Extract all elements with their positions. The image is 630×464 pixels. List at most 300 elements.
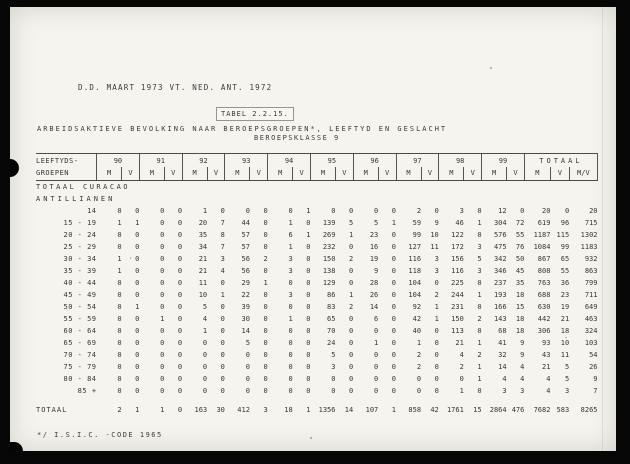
cell: 5 bbox=[564, 363, 570, 371]
cell: 0 bbox=[416, 375, 422, 383]
cell: 1 bbox=[477, 375, 482, 383]
cell: 0 bbox=[374, 327, 379, 335]
cell: 0 bbox=[349, 363, 354, 371]
cell: 1356 bbox=[318, 406, 336, 414]
cell: 92 bbox=[412, 303, 422, 311]
row-label: 15 - 19 bbox=[63, 219, 97, 227]
cell: 5 bbox=[331, 351, 336, 359]
cell: 10 bbox=[430, 231, 439, 239]
cell: 2 bbox=[349, 255, 354, 263]
col-subheader-v: V bbox=[164, 167, 182, 181]
document-header: D.D. MAART 1973 VT. NED. ANT. 1972 bbox=[78, 83, 273, 92]
cell: 0 bbox=[349, 315, 354, 323]
cell: 150 bbox=[322, 255, 336, 263]
cell: 0 bbox=[117, 279, 122, 287]
footnote: */ I.S.I.C. -CODE 1965 bbox=[37, 431, 163, 439]
cell: 18 bbox=[560, 327, 570, 335]
cell: 19 bbox=[369, 255, 379, 263]
cell: 0 bbox=[202, 375, 208, 383]
cell: 9 bbox=[520, 351, 525, 359]
table-row bbox=[36, 301, 598, 313]
cell: 0 bbox=[263, 231, 268, 239]
cell: 0 bbox=[220, 363, 225, 371]
cell: 0 bbox=[160, 351, 165, 359]
cell: 11 bbox=[430, 243, 439, 251]
cell: 0 bbox=[306, 363, 311, 371]
cell: 0 bbox=[177, 291, 183, 299]
cell: 2 bbox=[416, 363, 422, 371]
col-subheader-v: V bbox=[122, 167, 140, 181]
col-subheader-v: V bbox=[250, 167, 268, 181]
cell: 2 bbox=[416, 207, 422, 215]
scan-corner-shadow bbox=[10, 442, 23, 451]
cell: 0 bbox=[135, 279, 140, 287]
cell: 0 bbox=[160, 375, 165, 383]
scan-speckle bbox=[490, 67, 492, 69]
cell: 0 bbox=[202, 351, 208, 359]
cell: 0 bbox=[263, 267, 268, 275]
cell: 0 bbox=[220, 387, 225, 395]
cell: 0 bbox=[391, 231, 396, 239]
cell: 1 bbox=[349, 231, 354, 239]
cell: 163 bbox=[194, 406, 208, 414]
cell: 0 bbox=[117, 231, 122, 239]
section-title-antillianen: ANTILLIANEN bbox=[36, 195, 116, 203]
cell: 0 bbox=[245, 363, 250, 371]
cell: 0 bbox=[160, 339, 165, 347]
cell: 57 bbox=[241, 231, 250, 239]
cell: 6 bbox=[374, 315, 379, 323]
col-subheader-m: M bbox=[182, 167, 207, 181]
cell: 107 bbox=[365, 406, 379, 414]
col-subheader-m: M bbox=[439, 167, 464, 181]
scan-speckle bbox=[130, 257, 131, 259]
cell: 0 bbox=[135, 231, 140, 239]
cell: 4 bbox=[502, 375, 507, 383]
cell: 18 bbox=[515, 291, 525, 299]
cell: 3 bbox=[331, 363, 336, 371]
table-row bbox=[36, 277, 598, 289]
cell: 26 bbox=[589, 363, 598, 371]
cell: 2 bbox=[263, 255, 268, 263]
total-row bbox=[36, 404, 598, 416]
cell: 129 bbox=[322, 279, 336, 287]
col-header-total: TOTAAL bbox=[524, 154, 597, 168]
cell: 1 bbox=[117, 255, 122, 263]
cell: 0 bbox=[434, 207, 439, 215]
row-label: 45 - 49 bbox=[63, 291, 97, 299]
cell: 715 bbox=[584, 219, 598, 227]
cell: 21 bbox=[560, 315, 570, 323]
cell: 0 bbox=[117, 375, 122, 383]
cell: 0 bbox=[306, 315, 311, 323]
cell: 86 bbox=[327, 291, 336, 299]
cell: 0 bbox=[135, 267, 140, 275]
table-row bbox=[36, 205, 598, 217]
cell: 54 bbox=[589, 351, 598, 359]
cell: 14 bbox=[241, 327, 250, 335]
cell: 0 bbox=[306, 339, 311, 347]
cell: 0 bbox=[160, 207, 165, 215]
cell: 0 bbox=[391, 363, 396, 371]
cell: 2864 bbox=[489, 406, 507, 414]
cell: 1 bbox=[135, 219, 140, 227]
cell: 863 bbox=[584, 267, 598, 275]
cell: 225 bbox=[451, 279, 464, 287]
cell: 3 bbox=[434, 267, 439, 275]
cell: 23 bbox=[560, 291, 570, 299]
cell: 0 bbox=[160, 231, 165, 239]
cell: 0 bbox=[434, 279, 439, 287]
cell: 932 bbox=[584, 255, 598, 263]
cell: 0 bbox=[349, 387, 354, 395]
cell: 113 bbox=[451, 327, 464, 335]
row-label: 80 - 84 bbox=[63, 375, 97, 383]
cell: 0 bbox=[391, 375, 396, 383]
cell: 21 bbox=[541, 363, 551, 371]
cell: 150 bbox=[451, 315, 464, 323]
cell: 4 bbox=[546, 387, 551, 395]
cell: 1 bbox=[288, 219, 293, 227]
statistics-table bbox=[36, 153, 598, 416]
table-row bbox=[36, 241, 598, 253]
row-label: 50 - 54 bbox=[63, 303, 97, 311]
col-subheader-m: M bbox=[97, 167, 122, 181]
cell: 0 bbox=[160, 387, 165, 395]
cell: 0 bbox=[391, 339, 396, 347]
cell: 0 bbox=[135, 315, 140, 323]
cell: 0 bbox=[306, 267, 311, 275]
cell: 0 bbox=[564, 207, 570, 215]
cell: 56 bbox=[241, 267, 250, 275]
col-header-age-groups-line1: LEEFTYDS- bbox=[36, 154, 97, 168]
cell: 0 bbox=[263, 327, 268, 335]
cell: 799 bbox=[584, 279, 598, 287]
cell: 1 bbox=[459, 387, 464, 395]
cell: 44 bbox=[241, 219, 250, 227]
cell: 14 bbox=[369, 303, 379, 311]
cell: 55 bbox=[560, 267, 570, 275]
cell: 14 bbox=[344, 406, 354, 414]
cell: 0 bbox=[177, 231, 183, 239]
cell: 0 bbox=[306, 351, 311, 359]
cell: 20 bbox=[541, 207, 551, 215]
cell: 1 bbox=[477, 339, 482, 347]
cell: 0 bbox=[177, 315, 183, 323]
table-row bbox=[36, 289, 598, 301]
cell: 0 bbox=[459, 375, 464, 383]
col-subheader-v: V bbox=[378, 167, 396, 181]
cell: 1 bbox=[160, 406, 165, 414]
cell: 24 bbox=[327, 339, 336, 347]
col-subheader-v: V bbox=[421, 167, 439, 181]
cell: 808 bbox=[537, 267, 551, 275]
cell: 0 bbox=[349, 207, 354, 215]
cell: 688 bbox=[537, 291, 551, 299]
cell: 346 bbox=[493, 267, 507, 275]
cell: 0 bbox=[177, 207, 183, 215]
total-row-label: TOTAAL bbox=[36, 406, 68, 414]
cell: 36 bbox=[560, 279, 570, 287]
cell: 0 bbox=[160, 219, 165, 227]
cell: 0 bbox=[434, 339, 439, 347]
cell: 1 bbox=[434, 315, 439, 323]
cell: 3 bbox=[288, 267, 293, 275]
cell: 0 bbox=[477, 303, 482, 311]
cell: 1 bbox=[306, 231, 311, 239]
col-subheader-total-mv: M/V bbox=[569, 167, 597, 181]
cell: 0 bbox=[220, 315, 225, 323]
col-header-age-groups-line2: GROEPEN bbox=[36, 167, 97, 181]
cell: 0 bbox=[349, 351, 354, 359]
cell: 11 bbox=[198, 279, 208, 287]
cell: 0 bbox=[288, 303, 293, 311]
section-header-row bbox=[36, 193, 598, 205]
cell: 0 bbox=[288, 363, 293, 371]
cell: 1 bbox=[477, 291, 482, 299]
cell: 138 bbox=[322, 267, 336, 275]
cell: 0 bbox=[160, 303, 165, 311]
cell: 5 bbox=[374, 219, 379, 227]
cell: 0 bbox=[220, 327, 225, 335]
cell: 0 bbox=[135, 387, 140, 395]
cell: 99 bbox=[560, 243, 570, 251]
cell: 0 bbox=[220, 339, 225, 347]
cell: 0 bbox=[135, 363, 140, 371]
cell: 0 bbox=[477, 207, 482, 215]
cell: 0 bbox=[202, 339, 208, 347]
cell: 0 bbox=[117, 351, 122, 359]
cell: 0 bbox=[202, 363, 208, 371]
cell: 0 bbox=[477, 231, 482, 239]
cell: 0 bbox=[391, 279, 396, 287]
cell: 20 bbox=[198, 219, 208, 227]
cell: 0 bbox=[263, 291, 268, 299]
row-label: 20 - 24 bbox=[63, 231, 97, 239]
cell: 99 bbox=[412, 231, 422, 239]
cell: 1302 bbox=[580, 231, 598, 239]
cell: 4 bbox=[546, 375, 551, 383]
col-subheader-v: V bbox=[207, 167, 225, 181]
cell: 0 bbox=[117, 339, 122, 347]
col-header-group: 90 bbox=[97, 154, 140, 168]
cell: 1 bbox=[135, 406, 140, 414]
cell: 1084 bbox=[533, 243, 551, 251]
cell: 22 bbox=[241, 291, 250, 299]
cell: 11 bbox=[560, 351, 570, 359]
cell: 0 bbox=[306, 255, 311, 263]
cell: 1 bbox=[288, 315, 293, 323]
cell: 115 bbox=[556, 231, 570, 239]
table-row bbox=[36, 325, 598, 337]
cell: 0 bbox=[288, 207, 293, 215]
cell: 18 bbox=[515, 315, 525, 323]
cell: 0 bbox=[288, 351, 293, 359]
row-label: 65 - 69 bbox=[63, 339, 97, 347]
cell: 231 bbox=[451, 303, 464, 311]
cell: 0 bbox=[263, 219, 268, 227]
cell: 0 bbox=[331, 387, 336, 395]
col-subheader-m: M bbox=[139, 167, 164, 181]
cell: 583 bbox=[556, 406, 570, 414]
row-label: 25 - 29 bbox=[63, 243, 97, 251]
cell: 1 bbox=[202, 327, 208, 335]
cell: 0 bbox=[306, 243, 311, 251]
cell: 1 bbox=[202, 207, 208, 215]
row-label: 30 - 34 bbox=[63, 255, 97, 263]
cell: 0 bbox=[263, 363, 268, 371]
col-subheader-m: M bbox=[353, 167, 378, 181]
cell: 0 bbox=[306, 387, 311, 395]
cell: 0 bbox=[391, 243, 396, 251]
cell: 10 bbox=[560, 339, 570, 347]
cell: 0 bbox=[306, 327, 311, 335]
cell: 0 bbox=[117, 243, 122, 251]
col-header-group: 99 bbox=[482, 154, 525, 168]
cell: 0 bbox=[391, 387, 396, 395]
cell: 0 bbox=[160, 363, 165, 371]
cell: 0 bbox=[520, 207, 525, 215]
cell: 7682 bbox=[533, 406, 551, 414]
cell: 0 bbox=[177, 375, 183, 383]
cell: 50 bbox=[515, 255, 525, 263]
cell: 0 bbox=[374, 207, 379, 215]
cell: 0 bbox=[245, 375, 250, 383]
table-row bbox=[36, 373, 598, 385]
cell: 3 bbox=[288, 255, 293, 263]
cell: 83 bbox=[327, 303, 336, 311]
row-label: 60 - 64 bbox=[63, 327, 97, 335]
cell: 1761 bbox=[446, 406, 464, 414]
cell: 0 bbox=[245, 207, 250, 215]
cell: 0 bbox=[135, 207, 140, 215]
cell: 59 bbox=[412, 219, 422, 227]
cell: 0 bbox=[263, 351, 268, 359]
cell: 21 bbox=[198, 255, 208, 263]
table-row bbox=[36, 229, 598, 241]
cell: 0 bbox=[135, 351, 140, 359]
cell: 1 bbox=[263, 279, 268, 287]
cell: 0 bbox=[374, 363, 379, 371]
cell: 0 bbox=[288, 279, 293, 287]
cell: 5 bbox=[349, 219, 354, 227]
cell: 0 bbox=[177, 351, 183, 359]
cell: 0 bbox=[349, 327, 354, 335]
cell: 93 bbox=[541, 339, 551, 347]
cell: 0 bbox=[263, 315, 268, 323]
cell: 2 bbox=[459, 363, 464, 371]
table-row bbox=[36, 361, 598, 373]
cell: 0 bbox=[263, 339, 268, 347]
cell: 2 bbox=[416, 351, 422, 359]
cell: 0 bbox=[349, 375, 354, 383]
col-subheader-v: V bbox=[507, 167, 525, 181]
col-subheader-m: M bbox=[482, 167, 507, 181]
cell: 0 bbox=[391, 291, 396, 299]
cell: 1 bbox=[477, 219, 482, 227]
cell: 4 bbox=[520, 375, 525, 383]
table-row bbox=[36, 253, 598, 265]
cell: 442 bbox=[537, 315, 551, 323]
cell: 65 bbox=[560, 255, 570, 263]
cell: 4 bbox=[459, 351, 464, 359]
cell: 3 bbox=[502, 387, 507, 395]
cell: 72 bbox=[515, 219, 525, 227]
cell: 29 bbox=[241, 279, 250, 287]
cell: 4 bbox=[202, 315, 208, 323]
cell: 104 bbox=[408, 279, 422, 287]
paper-fold-line bbox=[602, 7, 603, 451]
spacer-cell bbox=[36, 397, 598, 404]
cell: 412 bbox=[237, 406, 250, 414]
cell: 0 bbox=[160, 243, 165, 251]
cell: 0 bbox=[374, 387, 379, 395]
row-label: 75 - 79 bbox=[63, 363, 97, 371]
cell: 0 bbox=[391, 267, 396, 275]
cell: 630 bbox=[537, 303, 551, 311]
cell: 21 bbox=[198, 267, 208, 275]
cell: 43 bbox=[541, 351, 551, 359]
col-header-group: 95 bbox=[310, 154, 353, 168]
cell: 0 bbox=[331, 207, 336, 215]
row-label: 14 bbox=[87, 207, 97, 215]
cell: 3 bbox=[288, 291, 293, 299]
scan-speckle bbox=[565, 337, 567, 338]
col-header-group: 94 bbox=[268, 154, 311, 168]
cell: 1183 bbox=[580, 243, 598, 251]
cell: 0 bbox=[263, 207, 268, 215]
cell: 0 bbox=[220, 351, 225, 359]
cell: 342 bbox=[493, 255, 507, 263]
cell: 0 bbox=[177, 406, 183, 414]
cell: 12 bbox=[498, 207, 507, 215]
cell: 96 bbox=[560, 219, 570, 227]
cell: 619 bbox=[537, 219, 551, 227]
cell: 0 bbox=[160, 267, 165, 275]
cell: 0 bbox=[117, 363, 122, 371]
cell: 56 bbox=[241, 255, 250, 263]
cell: 0 bbox=[177, 219, 183, 227]
cell: 65 bbox=[327, 315, 336, 323]
cell: 858 bbox=[408, 406, 422, 414]
cell: 304 bbox=[493, 219, 507, 227]
col-header-group: 92 bbox=[182, 154, 225, 168]
cell: 0 bbox=[391, 255, 396, 263]
cell: 4 bbox=[220, 267, 225, 275]
cell: 70 bbox=[327, 327, 336, 335]
cell: 18 bbox=[515, 327, 525, 335]
cell: 0 bbox=[220, 303, 225, 311]
cell: 0 bbox=[391, 207, 396, 215]
cell: 0 bbox=[349, 279, 354, 287]
cell: 0 bbox=[263, 303, 268, 311]
document-title: ARBEIDSAKTIEVE BEVOLKING NAAR BEROEPSGROEPEN*, LEEFTYD EN GESLACHT bbox=[37, 125, 448, 133]
col-header-group: 93 bbox=[225, 154, 268, 168]
cell: 576 bbox=[493, 231, 507, 239]
cell: 0 bbox=[263, 387, 268, 395]
cell: 269 bbox=[322, 231, 336, 239]
cell: 0 bbox=[177, 303, 183, 311]
cell: 0 bbox=[160, 255, 165, 263]
cell: 0 bbox=[177, 267, 183, 275]
cell: 1 bbox=[391, 406, 396, 414]
cell: 244 bbox=[451, 291, 464, 299]
cell: 5 bbox=[564, 375, 570, 383]
cell: 193 bbox=[493, 291, 507, 299]
cell: 3 bbox=[520, 387, 525, 395]
cell: 0 bbox=[263, 243, 268, 251]
cell: 21 bbox=[455, 339, 464, 347]
